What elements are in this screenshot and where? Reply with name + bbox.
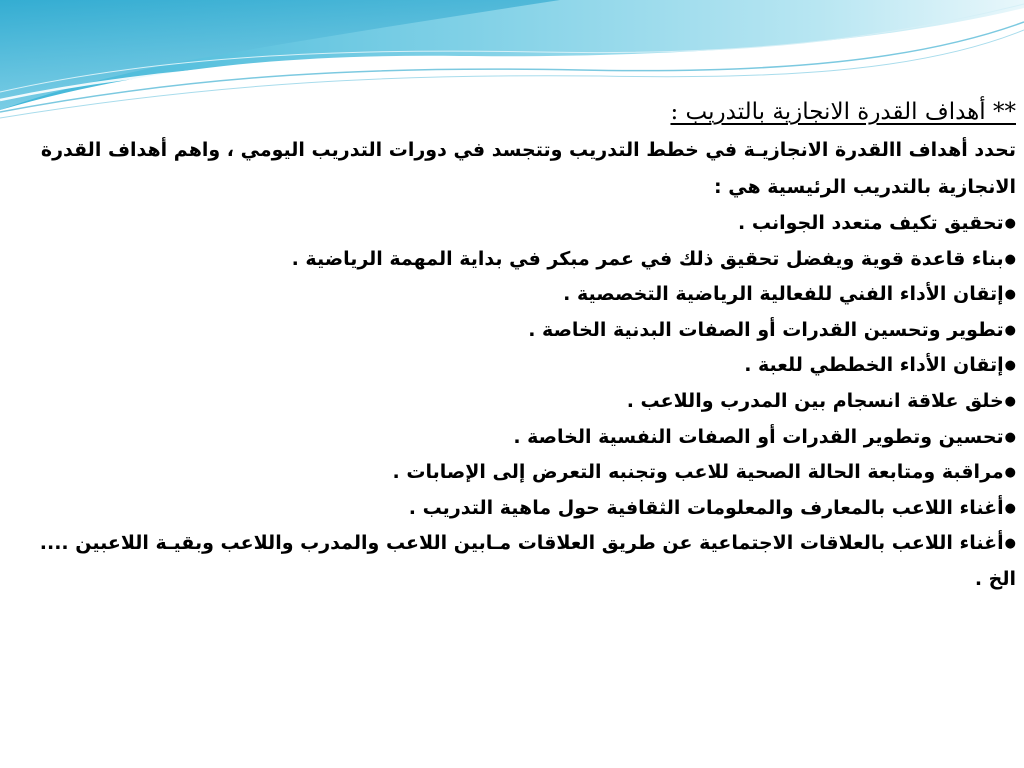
list-item-text: أغناء اللاعب بالعلاقات الاجتماعية عن طريق العلاقات مـابين اللاعب والمدرب واللاعب وبقيـة اللاعبين .... الخ . — [39, 532, 1016, 590]
list-item-text: مراقبة ومتابعة الحالة الصحية للاعب وتجنبه التعرض إلى الإصابات . — [392, 461, 1004, 484]
list-item-text: بناء قاعدة قوية ويفضل تحقيق ذلك في عمر مبكر في بداية المهمة الرياضية . — [291, 247, 1004, 270]
list-item — [8, 242, 1016, 278]
bullet-icon: ● — [1004, 287, 1016, 303]
bullet-icon: ● — [1004, 358, 1016, 374]
list-item — [8, 277, 1016, 313]
bullet-icon: ● — [1004, 216, 1016, 231]
bullet-icon: ● — [1004, 465, 1016, 481]
list-item — [8, 526, 1016, 596]
bullet-icon: ● — [1004, 322, 1016, 338]
bullet-icon: ● — [1004, 393, 1016, 409]
bullet-icon: ● — [1004, 500, 1016, 516]
bullet-icon: ● — [1004, 536, 1016, 552]
list-item — [8, 491, 1016, 527]
list-item-text: تحسين وتطوير القدرات أو الصفات النفسية الخاصة . — [513, 425, 1004, 448]
objectives-list — [8, 206, 1016, 597]
list-item-text: إتقان الأداء الخططي للعبة . — [744, 354, 1004, 377]
slide-title: ** أهداف القدرة الانجازية بالتدريب : — [670, 99, 1016, 125]
list-item — [8, 420, 1016, 456]
list-item — [8, 384, 1016, 420]
list-item-text: خلق علاقة انسجام بين المدرب واللاعب . — [626, 389, 1004, 412]
list-item — [8, 455, 1016, 491]
list-item — [8, 313, 1016, 349]
slide-body — [8, 92, 1016, 597]
list-item-text: تحقيق تكيف متعدد الجوانب . — [738, 212, 1004, 234]
list-item-text: إتقان الأداء الفني للفعالية الرياضية التخصصية . — [563, 283, 1004, 306]
list-item-text: أغناء اللاعب بالمعارف والمعلومات الثقافية حول ماهية التدريب . — [408, 496, 1004, 519]
intro-paragraph: تحدد أهداف االقدرة الانجازيـة في خطط التدريب وتتجسد في دورات التدريب اليومي ، واهم أهداف القدرة الانجازية بالتدريب الرئيسية هي : — [40, 139, 1016, 198]
bullet-icon: ● — [1004, 251, 1016, 267]
list-item — [8, 206, 1016, 242]
list-item — [8, 348, 1016, 384]
list-item-text: تطوير وتحسين القدرات أو الصفات البدنية الخاصة . — [528, 318, 1004, 341]
bullet-icon: ● — [1004, 429, 1016, 445]
